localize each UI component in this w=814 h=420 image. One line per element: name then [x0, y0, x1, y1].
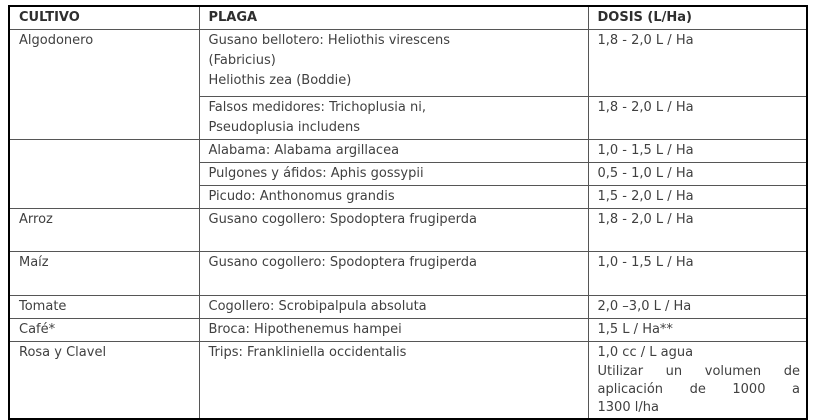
- plaga-line: Gusano bellotero: Heliothis virescens: [208, 33, 451, 48]
- dosis-value: 0,5 - 1,0 L / Ha: [597, 166, 694, 181]
- cultivo-cell: [9, 209, 199, 252]
- dosis-value: 1,8 - 2,0 L / Ha: [597, 100, 694, 115]
- dosis-note-line: aplicación de 1000 a: [597, 382, 800, 397]
- plaga-line: Falsos medidores: Trichoplusia ni,: [208, 100, 426, 115]
- dosis-cell: [588, 163, 807, 186]
- cultivo-label: Tomate: [19, 299, 67, 314]
- cultivo-cell: [9, 140, 199, 209]
- plaga-line: Pulgones y áfidos: Aphis gossypii: [208, 166, 424, 181]
- plaga-cell: [199, 163, 588, 186]
- plaga-cell: [199, 140, 588, 163]
- cultivo-label: Algodonero: [19, 33, 94, 48]
- table-row: [9, 319, 807, 342]
- dosis-value: 1,8 - 2,0 L / Ha: [597, 212, 694, 227]
- plaga-cell: [199, 30, 588, 97]
- dosage-table: [8, 5, 808, 420]
- plaga-line: Pseudoplusia includens: [208, 120, 361, 135]
- cultivo-cell: [9, 296, 199, 319]
- dosis-value: 1,0 cc / L agua: [597, 345, 694, 360]
- dosis-cell: [588, 97, 807, 140]
- dosis-cell: [588, 296, 807, 319]
- dosis-cell: [588, 30, 807, 97]
- dosis-note-line: Utilizar un volumen de: [597, 364, 800, 379]
- cultivo-label: Maíz: [19, 255, 49, 270]
- table-row: [9, 252, 807, 296]
- dosis-note-line: 1300 l/ha: [597, 400, 659, 415]
- plaga-line: Heliothis zea (Boddie): [208, 73, 352, 88]
- header-dosis: DOSIS (L/Ha): [588, 6, 807, 30]
- plaga-cell: [199, 342, 588, 420]
- cultivo-cell: [9, 30, 199, 140]
- plaga-line: Trips: Frankliniella occidentalis: [208, 345, 407, 360]
- plaga-cell: [199, 319, 588, 342]
- header-cultivo: CULTIVO: [9, 6, 199, 30]
- plaga-cell: [199, 209, 588, 252]
- plaga-line: Gusano cogollero: Spodoptera frugiperda: [208, 212, 477, 227]
- cultivo-cell: [9, 252, 199, 296]
- table-row: [9, 342, 807, 420]
- plaga-line: Cogollero: Scrobipalpula absoluta: [208, 299, 427, 314]
- plaga-line: Picudo: Anthonomus grandis: [208, 189, 395, 204]
- dosis-cell: [588, 186, 807, 209]
- plaga-cell: [199, 296, 588, 319]
- dosis-value: 1,5 - 2,0 L / Ha: [597, 189, 694, 204]
- dosis-cell: [588, 252, 807, 296]
- table-row: [9, 140, 807, 163]
- dosis-cell: [588, 140, 807, 163]
- plaga-line: Alabama: Alabama argillacea: [208, 143, 400, 158]
- dosis-value: 1,8 - 2,0 L / Ha: [597, 33, 694, 48]
- dosis-cell: [588, 342, 807, 420]
- plaga-line: Gusano cogollero: Spodoptera frugiperda: [208, 255, 477, 270]
- dosis-cell: [588, 209, 807, 252]
- dosis-cell: [588, 319, 807, 342]
- cultivo-cell: [9, 342, 199, 420]
- header-plaga: PLAGA: [199, 6, 588, 30]
- plaga-cell: [199, 97, 588, 140]
- dosis-value: 2,0 –3,0 L / Ha: [597, 299, 692, 314]
- dosis-value: 1,0 - 1,5 L / Ha: [597, 255, 694, 270]
- plaga-cell: [199, 252, 588, 296]
- dosis-value: 1,0 - 1,5 L / Ha: [597, 143, 694, 158]
- plaga-line: (Fabricius): [208, 53, 276, 68]
- dosis-value: 1,5 L / Ha**: [597, 322, 673, 337]
- table-row: [9, 30, 807, 97]
- cultivo-label: Arroz: [19, 212, 53, 227]
- cultivo-label: Rosa y Clavel: [19, 345, 107, 360]
- plaga-line: Broca: Hipothenemus hampei: [208, 322, 402, 337]
- cultivo-label: Café*: [19, 322, 56, 337]
- plaga-cell: [199, 186, 588, 209]
- cultivo-cell: [9, 319, 199, 342]
- table-row: [9, 209, 807, 252]
- table-row: [9, 296, 807, 319]
- table-header-row: [9, 6, 807, 30]
